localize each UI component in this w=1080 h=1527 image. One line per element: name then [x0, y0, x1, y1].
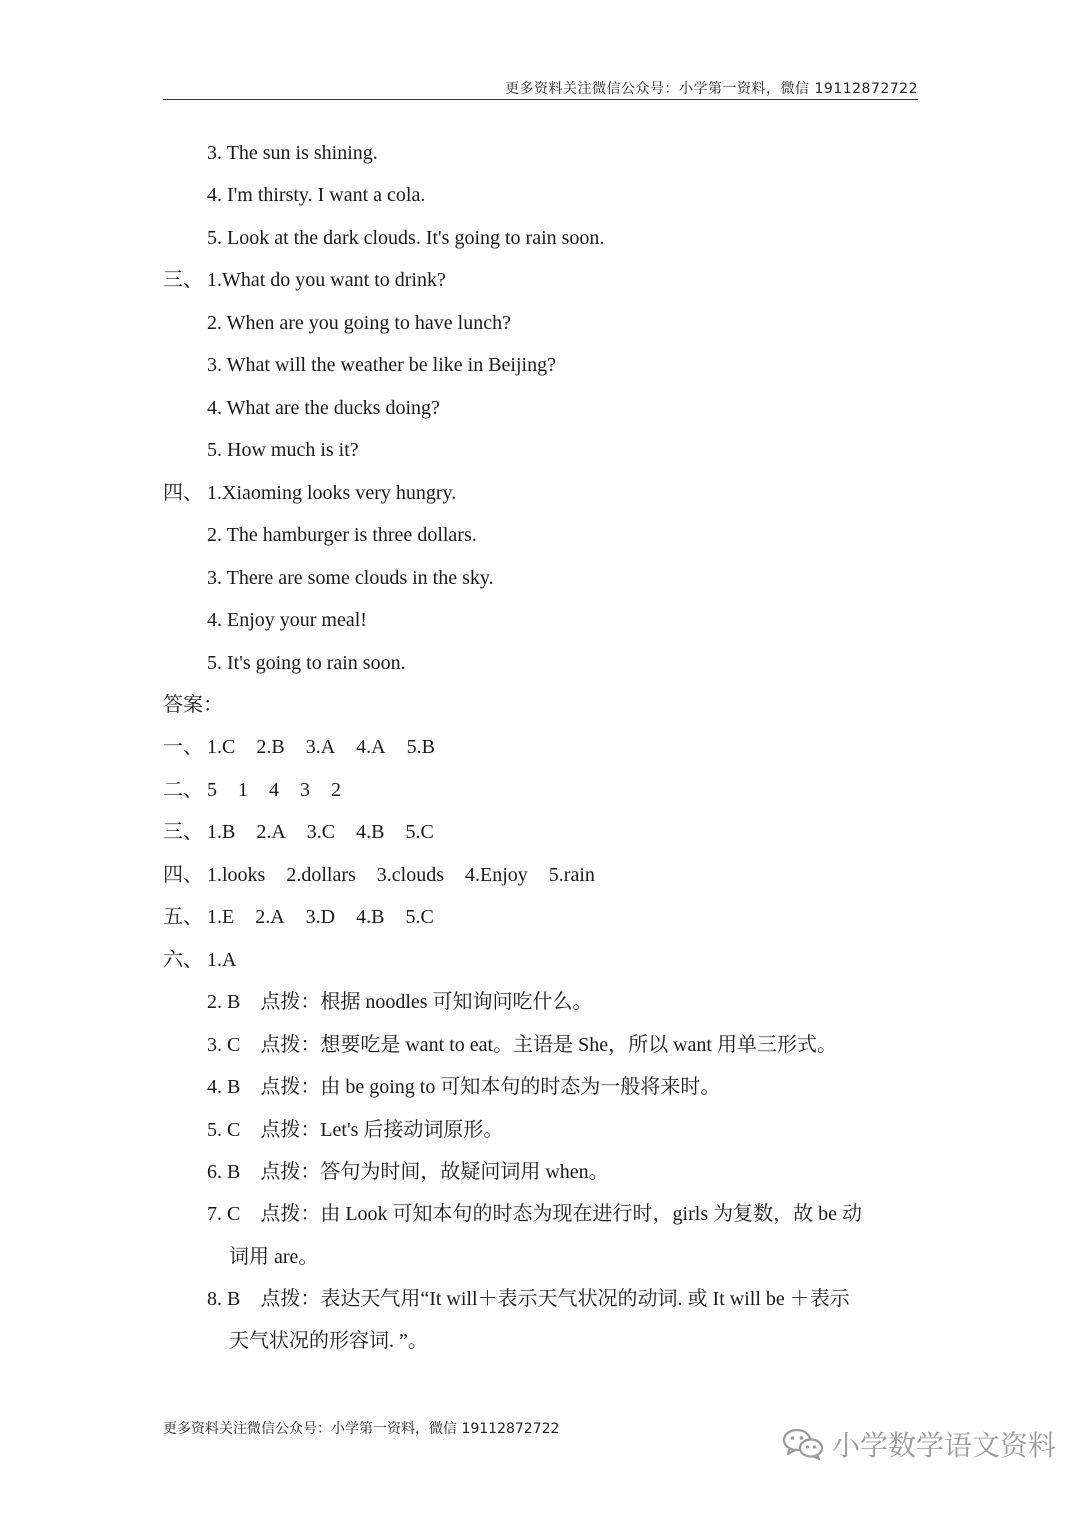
listening-sentence: 1.What do you want to drink? [207, 269, 446, 291]
section-label: 四、 [163, 864, 203, 886]
answer-item: 4.B [356, 906, 385, 928]
answer-item: 4.Enjoy [465, 864, 528, 886]
answer-item: 1 [238, 779, 248, 801]
answer-values [207, 733, 435, 761]
listening-sentence: 4. I'm thirsty. I want a cola. [207, 184, 426, 206]
explanation-text: 6. B 点拨：答句为时间，故疑问词用 when。 [207, 1161, 609, 1183]
answer-item: 1.looks [207, 864, 266, 886]
answer-item: 2.A [256, 821, 286, 843]
answers-title: 答案： [163, 694, 223, 716]
answer-item: 1.C [207, 736, 236, 758]
section-label: 六、 [163, 949, 203, 971]
answer-values [207, 818, 434, 846]
listening-sentence: 5. It's going to rain soon. [207, 652, 406, 674]
answer-item: 5.rain [548, 864, 595, 886]
explanation-text: 8. B 点拨：表达天气用“It will＋表示天气状况的动词. 或 It will be ＋表示 [207, 1288, 850, 1310]
listening-sentence: 4. Enjoy your meal! [207, 609, 367, 631]
listening-sentence: 1.Xiaoming looks very hungry. [207, 482, 457, 504]
answer-item: 3.C [306, 821, 336, 843]
explanation-text: 天气状况的形容词. ”。 [229, 1330, 428, 1352]
answer-item: 5.C [405, 821, 434, 843]
listening-sentence: 5. How much is it? [207, 439, 359, 461]
answer-item: 4 [269, 779, 279, 801]
section-label: 五、 [163, 906, 203, 928]
section-label: 三、 [163, 269, 203, 291]
explanation-text: 2. B 点拨：根据 noodles 可知询问吃什么。 [207, 991, 593, 1013]
answer-item: 5.B [406, 736, 435, 758]
answer-item: 1.B [207, 821, 236, 843]
answer-item: 4.B [356, 821, 385, 843]
explanation-text: 4. B 点拨：由 be going to 可知本句的时态为一般将来时。 [207, 1076, 721, 1098]
answer-item: 1.E [207, 906, 235, 928]
explanation-text: 7. C 点拨：由 Look 可知本句的时态为现在进行时，girls 为复数，故 be 动 [207, 1203, 862, 1225]
section-label: 三、 [163, 821, 203, 843]
listening-sentence: 4. What are the ducks doing? [207, 397, 440, 419]
answer-item: 4.A [356, 736, 386, 758]
listening-sentence: 5. Look at the dark clouds. It's going to rain soon. [207, 227, 605, 249]
explanation-text: 5. C 点拨：Let's 后接动词原形。 [207, 1119, 504, 1141]
answer-values [207, 903, 434, 931]
listening-sentence: 3. There are some clouds in the sky. [207, 567, 494, 589]
answer-item: 3 [300, 779, 310, 801]
answer-item: 2 [331, 779, 341, 801]
listening-sentence: 2. The hamburger is three dollars. [207, 524, 477, 546]
watermark [782, 1422, 1056, 1466]
wechat-icon [782, 1427, 824, 1461]
header-divider [163, 99, 918, 100]
answer-item: 5 [207, 779, 217, 801]
section-label: 四、 [163, 482, 203, 504]
answer-item: 3.clouds [376, 864, 444, 886]
listening-sentence: 2. When are you going to have lunch? [207, 312, 511, 334]
watermark-text: 小学数学语文资料 [832, 1429, 1057, 1462]
answer-values [207, 776, 341, 804]
answer-item: 5.C [405, 906, 434, 928]
answer-item: 3.A [305, 736, 336, 758]
answer-values [207, 861, 595, 889]
explanation-text: 词用 are。 [229, 1246, 319, 1268]
answer-item: 3.D [305, 906, 336, 928]
listening-sentence: 3. What will the weather be like in Beijing? [207, 354, 556, 376]
answer-item: 2.dollars [286, 864, 356, 886]
answer-item: 2.B [256, 736, 285, 758]
explanation-text: 3. C 点拨：想要吃是 want to eat。主语是 She，所以 want 用单三形式。 [207, 1034, 837, 1056]
page-footer: 更多资料关注微信公众号：小学第一资料，微信 19112872722 [163, 1421, 560, 1437]
listening-sentence: 3. The sun is shining. [207, 142, 378, 164]
answer-item: 1.A [207, 949, 237, 971]
section-label: 二、 [163, 779, 203, 801]
page-header: 更多资料关注微信公众号：小学第一资料，微信 19112872722 [505, 81, 918, 97]
section-label: 一、 [163, 736, 203, 758]
answer-item: 2.A [255, 906, 285, 928]
